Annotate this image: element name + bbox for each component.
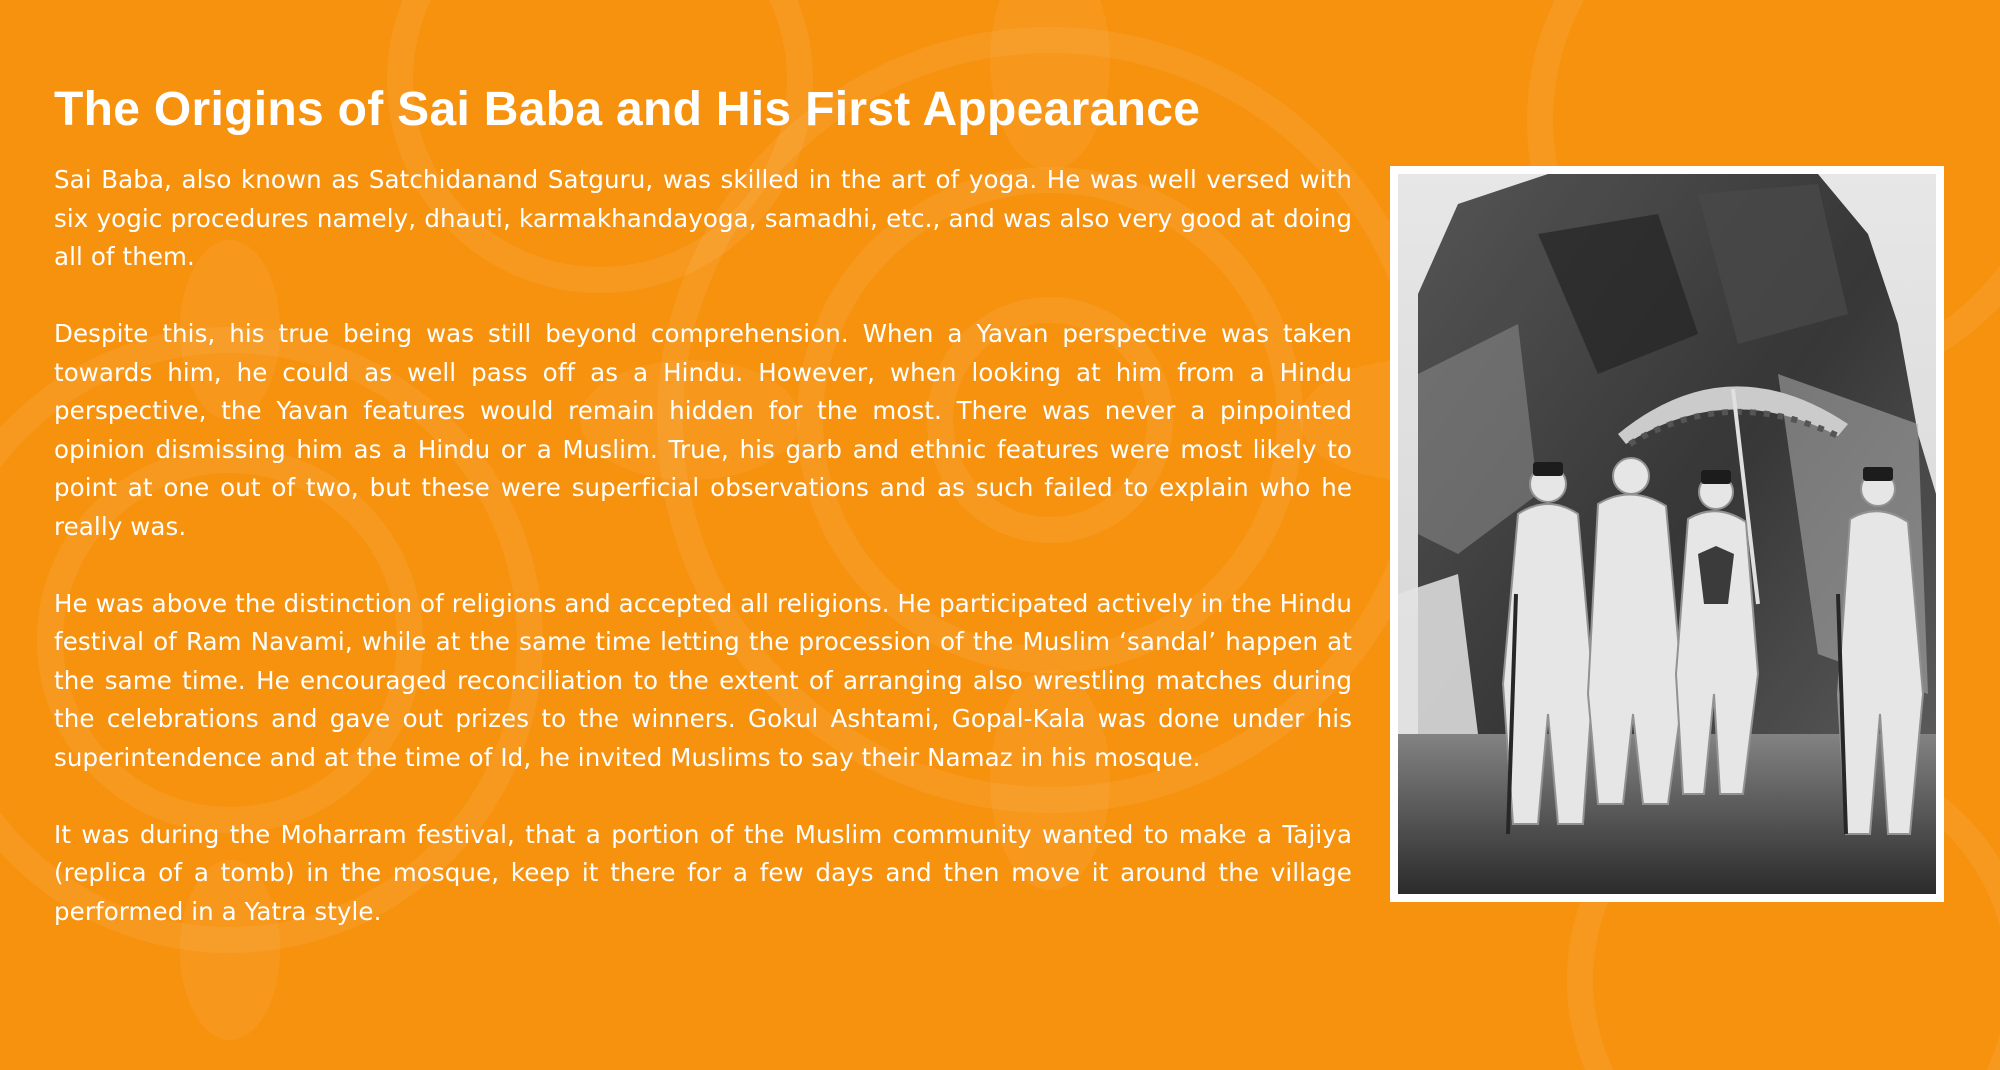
- paragraph-4: It was during the Moharram festival, that a portion of the Muslim community wanted to make a Tajiya (replica of a tomb) in the mosque, keep it there for a few days and then move it around the village performed in a Yatra style.: [54, 819, 1352, 926]
- vintage-photo-icon: [1398, 174, 1936, 894]
- photo-frame: [1390, 166, 1944, 902]
- paragraph-3: He was above the distinction of religions and accepted all religions. He participated actively in the Hindu festival of Ram Navami, while at the same time letting the procession of the Muslim ‘sandal’ happen at the same time. He encouraged reconciliation to the extent of arranging also wrestling matches during the celebrations and gave out prizes to the winners. Gokul Ashtami, Gopal-Kala was done under his superintendence and at the time of Id, he invited Muslims to say their Namaz in his mosque.: [54, 588, 1352, 772]
- paragraph-1: Sai Baba, also known as Satchidanand Satguru, was skilled in the art of yoga. He was well versed with six yogic procedures namely, dhauti, karmakhandayoga, samadhi, etc., and was also very good at doing all of them.: [54, 165, 1352, 271]
- paragraph-2: Despite this, his true being was still beyond comprehension. When a Yavan perspective was taken towards him, he could as well pass off as a Hindu. However, when looking at him from a Hindu perspective, the Yavan features would remain hidden for the most. There was never a pinpointed opinion dismissing him as a Hindu or a Muslim. True, his garb and ethnic features were most likely to point at one out of two, but these were superficial observations and as such failed to explain who he really was.: [54, 319, 1352, 541]
- article: [54, 82, 1352, 970]
- page-title: The Origins of Sai Baba and His First Appearance: [54, 83, 1201, 136]
- article-body: [54, 161, 1352, 931]
